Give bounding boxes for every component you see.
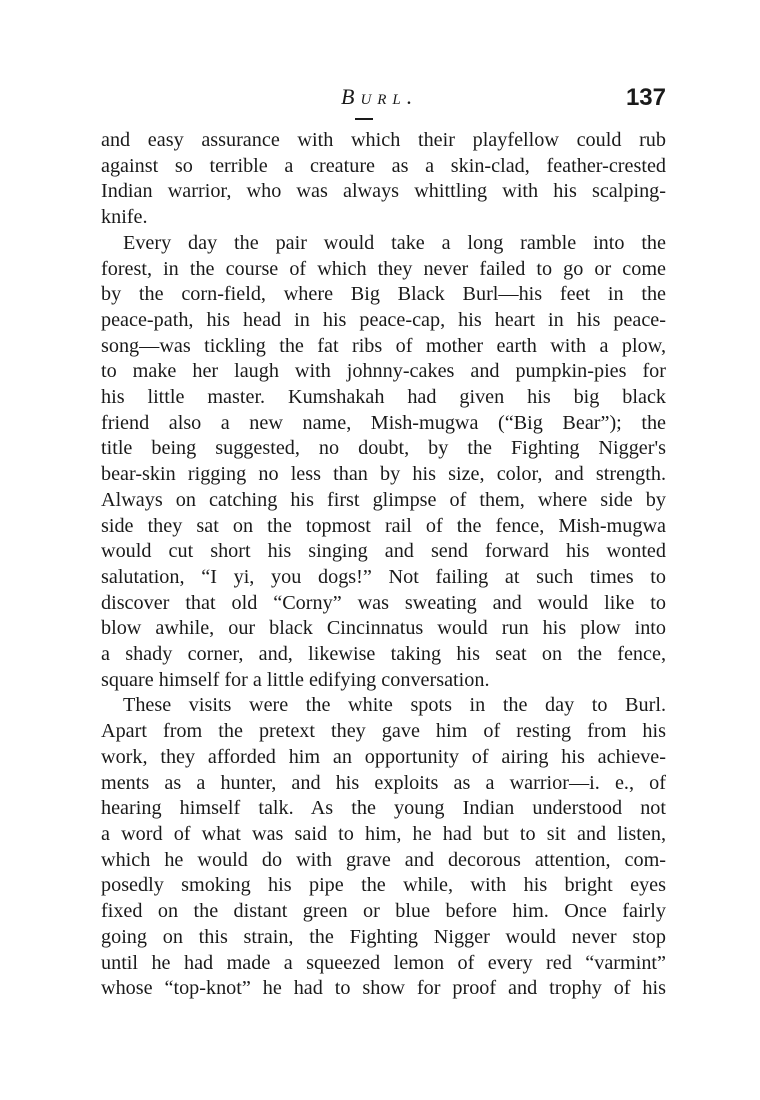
text-line: whose “top-knot” he had to show for proof and trophy of his	[101, 977, 666, 1000]
text-line: Apart from the pretext they gave him of resting from his	[101, 720, 666, 743]
running-title: Burl.	[341, 84, 419, 109]
text-line: until he had made a squeezed lemon of every red “varmint”	[101, 951, 666, 974]
text-line: hearing himself talk. As the young Indian understood not	[101, 797, 666, 820]
text-line: Every day the pair would take a long ramble into the	[123, 231, 666, 254]
text-line: and easy assurance with which their playfellow could rub	[101, 129, 666, 151]
text-line: friend also a new name, Mish-mugwa (“Big Bear”); the	[101, 411, 666, 434]
body-text	[101, 128, 666, 1002]
text-line: discover that old “Corny” was sweating and would like to	[101, 591, 666, 614]
text-line: fixed on the distant green or blue before him. Once fairly	[101, 900, 666, 923]
text-line: to make her laugh with johnny-cakes and pumpkin-pies for	[101, 360, 666, 383]
text-line: title being suggested, no doubt, by the Fighting Nigger's	[101, 437, 666, 460]
text-line: work, they afforded him an opportunity of airing his achieve-	[101, 745, 666, 768]
text-line: ments as a hunter, and his exploits as a warrior—i. e., of	[101, 771, 666, 794]
text-line: knife.	[101, 206, 148, 229]
text-line: song—was tickling the fat ribs of mother earth with a plow,	[101, 334, 666, 357]
text-line: bear-skin rigging no less than by his size, color, and strength.	[101, 463, 666, 486]
book-page	[101, 84, 666, 1002]
text-line: against so terrible a creature as a skin-clad, feather-crested	[101, 154, 666, 177]
text-line: forest, in the course of which they never failed to go or come	[101, 257, 666, 280]
text-line: Indian warrior, who was always whittling with his scalping-	[101, 180, 666, 203]
text-line: peace-path, his head in his peace-cap, his heart in his peace-	[101, 308, 666, 331]
text-line: side they sat on the topmost rail of the fence, Mish-mugwa	[101, 514, 666, 537]
text-line: salutation, “I yi, you dogs!” Not failing at such times to	[101, 565, 666, 588]
page-header	[101, 84, 666, 118]
text-line: blow awhile, our black Cincinnatus would run his plow into	[101, 617, 666, 640]
text-line: These visits were the white spots in the day to Burl.	[123, 694, 666, 717]
text-line: a word of what was said to him, he had but to sit and listen,	[101, 822, 666, 845]
text-line: would cut short his singing and send forward his wonted	[101, 540, 666, 563]
text-line: a shady corner, and, likewise taking his seat on the fence,	[101, 643, 666, 666]
text-line: posedly smoking his pipe the while, with his bright eyes	[101, 874, 666, 897]
text-line: which he would do with grave and decorous attention, com-	[101, 848, 666, 871]
title-rule	[355, 118, 373, 120]
page-number: 137	[625, 84, 666, 111]
text-line: square himself for a little edifying conversation.	[101, 668, 490, 691]
text-line: Always on catching his first glimpse of them, where side by	[101, 488, 666, 511]
text-line: going on this strain, the Fighting Nigger would never stop	[101, 925, 666, 948]
text-line: by the corn-field, where Big Black Burl—his feet in the	[101, 283, 666, 306]
text-line: his little master. Kumshakah had given his big black	[101, 386, 666, 409]
